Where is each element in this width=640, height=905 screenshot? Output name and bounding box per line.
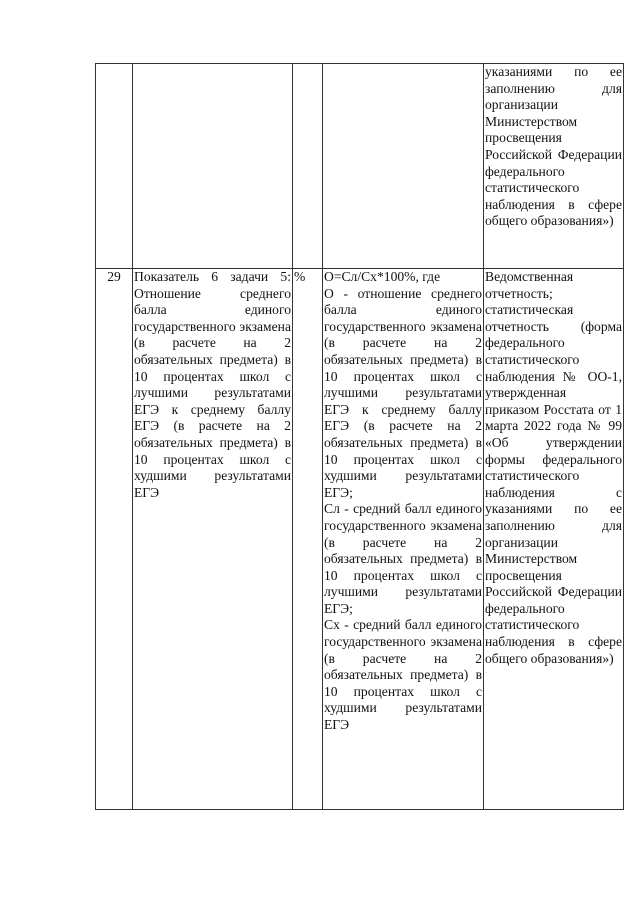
indicator-name: Показатель 6 задачи 5: Отношение среднего балла единого государственного экзамена (в расчете на 2 обязательных предмета) в 10 процентах школ с лучшими результатами ЕГЭ к среднему баллу ЕГЭ (в расчете на 2 обязательных предмета) в 10 процентах школ с худшими результатами ЕГЭ bbox=[133, 269, 293, 810]
definition-o: О - отношение среднего балла единого государственного экзамена (в расчете на 2 обязательных предмета) в 10 процентах школ с лучшими результатами ЕГЭ к среднему баллу ЕГЭ (в расчете на 2 обязательных предмета) в 10 процентах школ с худшими результатами ЕГЭ; bbox=[324, 285, 482, 500]
unit-of-measure: % bbox=[293, 269, 323, 810]
definition-sx: Сх - средний балл единого государственного экзамена (в расчете на 2 обязательных предмета) в 10 процентах школ с худшими результатами ЕГЭ bbox=[324, 617, 482, 733]
row-number: 29 bbox=[96, 269, 133, 810]
indicator-table bbox=[95, 63, 624, 810]
cell-number bbox=[96, 64, 133, 269]
definition-sl: Сл - средний балл единого государственного экзамена (в расчете на 2 обязательных предмета) в 10 процентах школ с лучшими результатами ЕГЭ; bbox=[324, 501, 482, 616]
cell-source: указаниями по ее заполнению для организации Министерством просвещения Российской Федерации федерального статистического наблюдения в сфере общего образования») bbox=[484, 64, 624, 269]
calculation-method bbox=[323, 269, 484, 810]
source-statistical: статистическая отчетность (форма федерального статистического наблюдения № ОО-1, утвержденная приказом Росстата от 1 марта 2022 года № 99 «Об утверждении формы федерального статистического наблюдения с указаниями по ее заполнению для организации Министерством просвещения Российской Федерации федерального статистического наблюдения в сфере общего образования») bbox=[485, 302, 622, 666]
table-row-29 bbox=[96, 269, 624, 810]
cell-unit bbox=[293, 64, 323, 269]
cell-method bbox=[323, 64, 484, 269]
source-departmental: Ведомственная отчетность; bbox=[485, 269, 574, 301]
cell-name bbox=[133, 64, 293, 269]
data-source bbox=[484, 269, 624, 810]
table-row-continued bbox=[96, 64, 624, 269]
formula: О=Сл/Сх*100%, где bbox=[324, 269, 441, 284]
